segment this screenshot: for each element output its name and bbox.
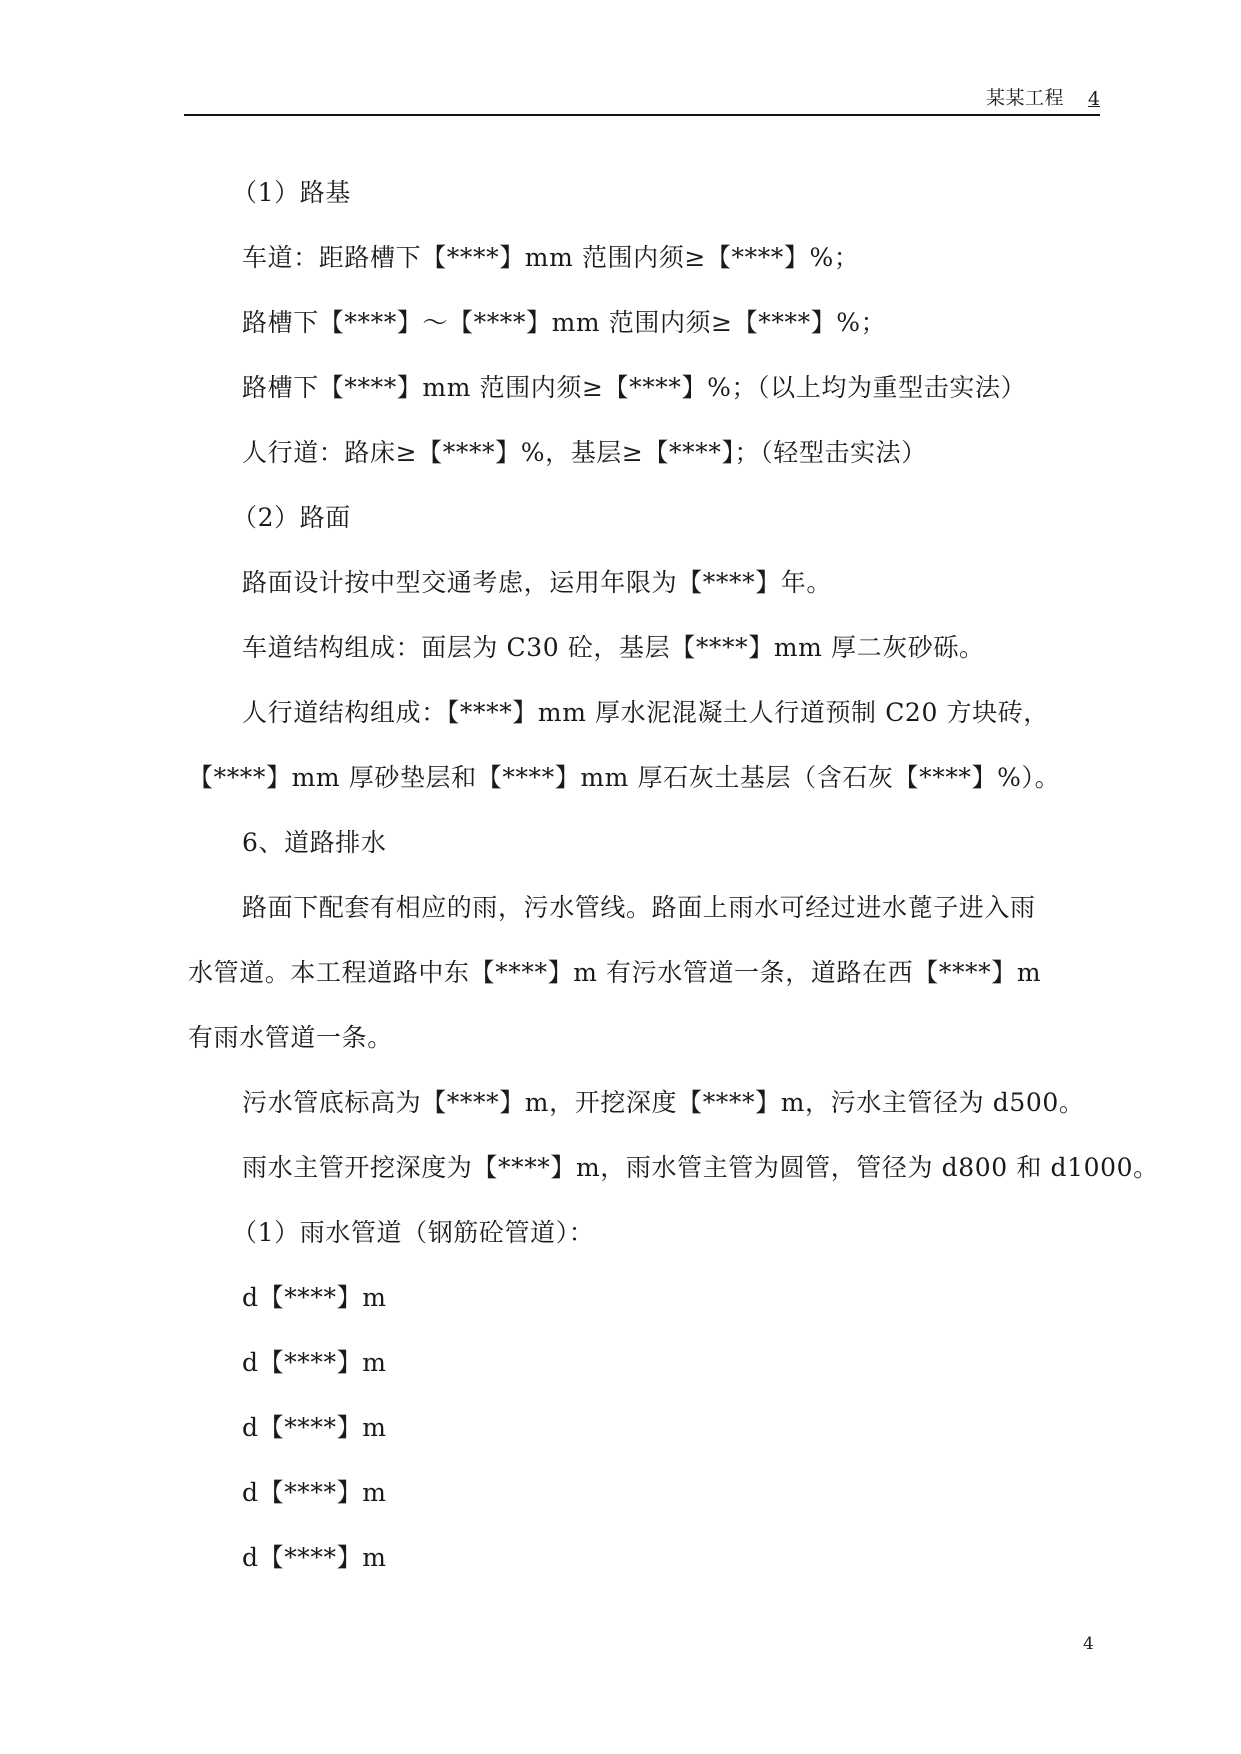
footer-page-number: 4 xyxy=(1083,1634,1094,1654)
text-line: d【****】m xyxy=(242,1543,387,1572)
text-line: 人行道：路床≥【****】%，基层≥【****】；（轻型击实法） xyxy=(242,438,927,467)
text-line: 雨水主管开挖深度为【****】m，雨水管主管为圆管，管径为 d800 和 d1000。 xyxy=(242,1153,1159,1182)
text-line: 路面设计按中型交通考虑，运用年限为【****】年。 xyxy=(242,568,833,597)
text-line: 污水管底标高为【****】m，开挖深度【****】m，污水主管径为 d500。 xyxy=(242,1088,1085,1117)
text-line: 有雨水管道一条。 xyxy=(188,1023,393,1052)
text-line: 6、道路排水 xyxy=(242,828,387,857)
header-page-number: 4 xyxy=(1087,88,1100,110)
text-line: d【****】m xyxy=(242,1348,387,1377)
text-line: 车道结构组成：面层为 C30 砼，基层【****】mm 厚二灰砂砾。 xyxy=(242,633,985,662)
header-title: 某某工程 xyxy=(985,87,1064,109)
text-line: 【****】mm 厚砂垫层和【****】mm 厚石灰土基层（含石灰【****】%）。 xyxy=(188,763,1061,792)
text-line: 水管道。本工程道路中东【****】m 有污水管道一条，道路在西【****】m xyxy=(188,958,1042,987)
text-line: 路槽下【****】mm 范围内须≥【****】%；（以上均为重型击实法） xyxy=(242,373,1027,402)
text-line: 路面下配套有相应的雨，污水管线。路面上雨水可经过进水蓖子进入雨 xyxy=(242,893,1036,922)
page-header xyxy=(184,88,1100,116)
text-line: （1）路基 xyxy=(232,178,351,207)
text-line: 人行道结构组成：【****】mm 厚水泥混凝土人行道预制 C20 方块砖， xyxy=(242,698,1049,727)
text-line: （1）雨水管道（钢筋砼管道）： xyxy=(232,1218,595,1247)
text-line: d【****】m xyxy=(242,1478,387,1507)
text-line: d【****】m xyxy=(242,1413,387,1442)
text-line: d【****】m xyxy=(242,1283,387,1312)
text-line: 车道：距路槽下【****】mm 范围内须≥【****】%； xyxy=(242,243,860,272)
text-line: 路槽下【****】～【****】mm 范围内须≥【****】%； xyxy=(242,308,887,337)
body-text xyxy=(188,160,1159,1590)
text-line: （2）路面 xyxy=(232,503,351,532)
